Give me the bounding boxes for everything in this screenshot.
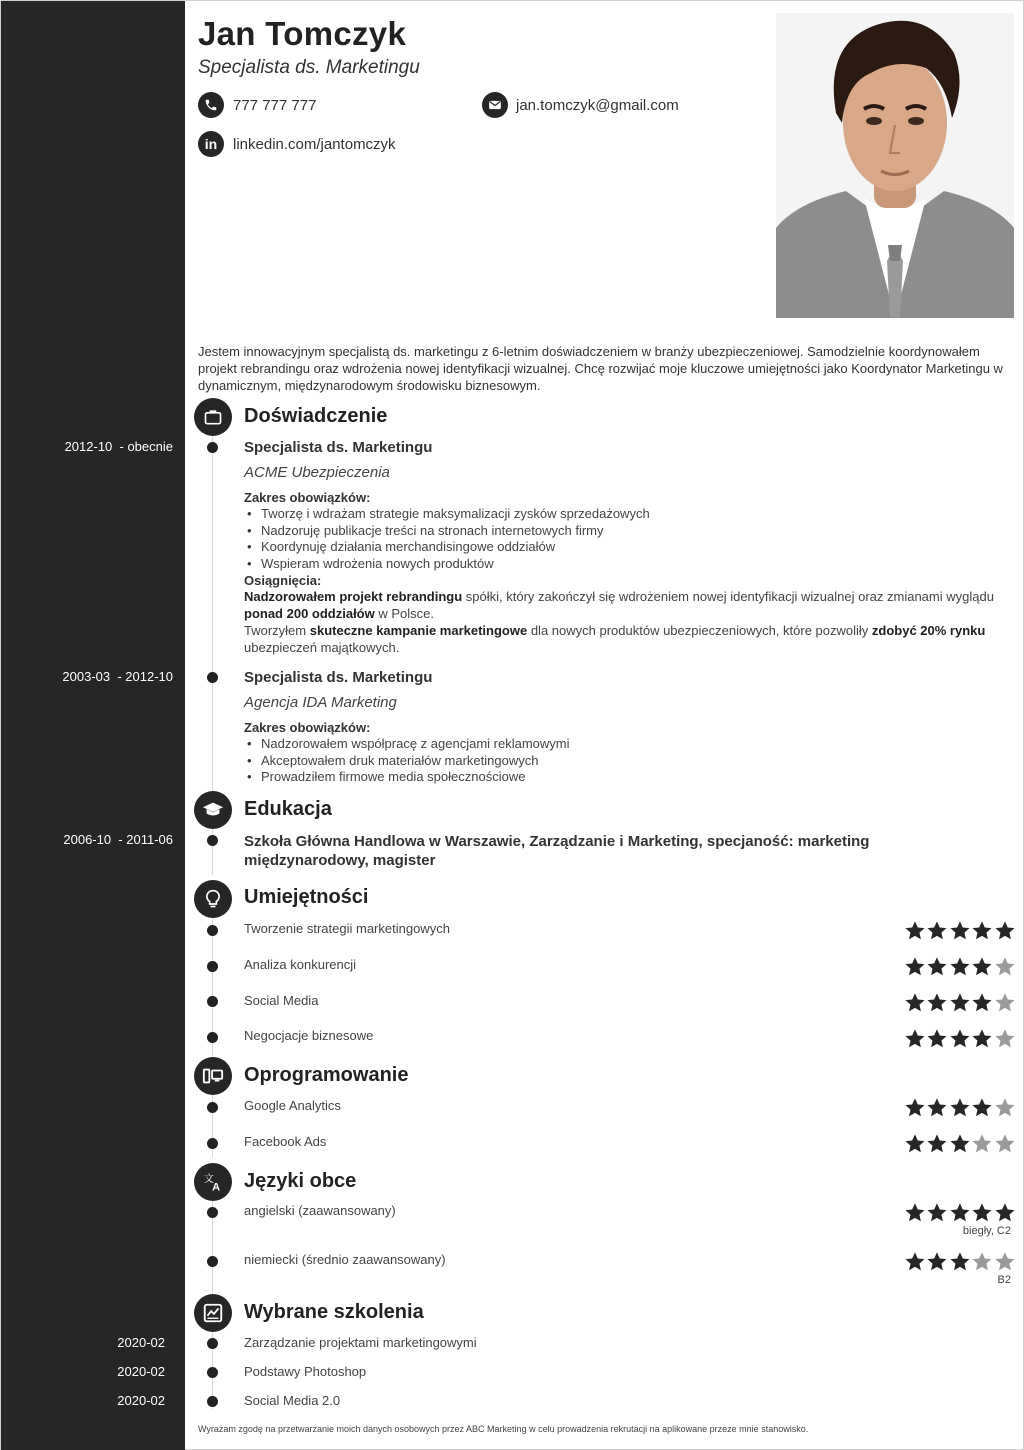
skill-3-rating [904, 992, 1016, 1014]
job-1-company: ACME Ubezpieczenia [244, 464, 390, 481]
job-1-duties-label: Zakres obowiązków: [244, 490, 371, 505]
star-filled-icon [949, 992, 971, 1014]
email-icon [482, 92, 508, 118]
star-filled-icon [926, 956, 948, 978]
star-filled-icon [904, 992, 926, 1014]
profile-summary: Jestem innowacyjnym specjalistą ds. marketingu z 6-letnim doświadczeniem w branży ubezpieczeniowej. Samodzielnie koordynowałem projekt rebrandingu oraz wdrożenia nowej identyfikacji wizualnej. Chcę rozwijać moje kluczowe umiejętności jako Koordynator Marketingu w dynamicznym, międzynarodowym środowisku biznesowym. [198, 344, 1003, 393]
job-2-duties [244, 736, 1014, 786]
language-1-name: angielski (zaawansowany) [244, 1203, 396, 1218]
star-filled-icon [904, 1202, 926, 1224]
software-1-dot [207, 1102, 218, 1113]
language-2-level: B2 [997, 1274, 1011, 1286]
job-1-achievements-label: Osiągnięcia: [244, 573, 322, 588]
star-filled-icon [904, 920, 926, 942]
skill-2-dot [207, 961, 218, 972]
star-filled-icon [949, 1251, 971, 1273]
star-empty-icon [994, 1251, 1016, 1273]
star-filled-icon [926, 1202, 948, 1224]
star-filled-icon [971, 992, 993, 1014]
skill-2-rating [904, 956, 1016, 978]
star-filled-icon [904, 1097, 926, 1119]
list-item: • Tworzę i wdrażam strategie maksymalizacji zysków sprzedażowych [244, 506, 1014, 523]
job-1-dot [207, 442, 218, 453]
star-filled-icon [926, 920, 948, 942]
training-3-name: Social Media 2.0 [244, 1393, 341, 1408]
skill-4-name: Negocjacje biznesowe [244, 1028, 374, 1043]
language-2-name: niemiecki (średnio zaawansowany) [244, 1252, 446, 1267]
software-1-rating [904, 1097, 1016, 1119]
star-filled-icon [949, 1202, 971, 1224]
star-filled-icon [949, 1133, 971, 1155]
star-filled-icon [926, 1133, 948, 1155]
star-filled-icon [971, 956, 993, 978]
star-empty-icon [971, 1251, 993, 1273]
job-2-duties-label: Zakres obowiązków: [244, 720, 371, 735]
training-2-name: Podstawy Photoshop [244, 1364, 367, 1379]
star-empty-icon [994, 992, 1016, 1014]
language-1-dot [207, 1207, 218, 1218]
star-filled-icon [949, 956, 971, 978]
job-1-achievement-1: Nadzorowałem projekt rebrandingu spółki, który zakończył się wdrożeniem nowej identyfikacji wizualnej oraz zmianami wyglądu ponad 200 oddziałów w Polsce. [244, 589, 994, 621]
training-2-dot [207, 1367, 218, 1378]
experience-heading: Doświadczenie [244, 405, 388, 427]
certificate-icon [194, 1294, 232, 1332]
language-1-level: biegły, C2 [962, 1225, 1011, 1237]
training-2-date: 2020-02 [117, 1364, 165, 1379]
job-2-company: Agencja IDA Marketing [244, 694, 397, 711]
star-filled-icon [994, 1202, 1016, 1224]
list-item: • Koordynuję działania merchandisingowe oddziałów [244, 539, 1014, 556]
svg-text:A: A [212, 1181, 221, 1193]
star-filled-icon [926, 1028, 948, 1050]
translate-icon [194, 1163, 232, 1201]
job-1-achievement-2: Tworzyłem skuteczne kampanie marketingowe dla nowych produktów ubezpieczeniowych, które pozwoliły zdobyć 20% rynku ubezpieczeń majątkowych. [244, 623, 986, 655]
star-filled-icon [926, 992, 948, 1014]
star-filled-icon [949, 1028, 971, 1050]
phone-icon [198, 92, 224, 118]
star-empty-icon [994, 1133, 1016, 1155]
list-item: • Prowadziłem firmowe media społecznościowe [244, 769, 1014, 786]
education-entry: Szkoła Główna Handlowa w Warszawie, Zarządzanie i Marketing, specjaność: marketing międzynarodowy, magister [244, 833, 870, 869]
email-address[interactable]: jan.tomczyk@gmail.com [516, 97, 679, 114]
job-2-dates: 2003-03 - 2012-10 [62, 669, 173, 684]
skill-1-name: Tworzenie strategii marketingowych [244, 921, 450, 936]
star-filled-icon [904, 1028, 926, 1050]
education-dates: 2006-10 - 2011-06 [63, 832, 173, 847]
skill-3-dot [207, 996, 218, 1007]
training-3-date: 2020-02 [117, 1393, 165, 1408]
trainings-heading: Wybrane szkolenia [244, 1301, 424, 1323]
candidate-role: Specjalista ds. Marketingu [198, 57, 420, 78]
gdpr-consent: Wyrażam zgodę na przetwarzanie moich danych osobowych przez ABC Marketing w celu prowadzenia rekrutacji na aplikowane przeze mnie stanowisko. [198, 1424, 809, 1434]
star-empty-icon [994, 1097, 1016, 1119]
star-filled-icon [926, 1097, 948, 1119]
languages-heading: Języki obce [244, 1170, 357, 1192]
list-item: • Nadzoruję publikacje treści na stronach internetowych firmy [244, 523, 1014, 540]
software-2-rating [904, 1133, 1016, 1155]
software-2-name: Facebook Ads [244, 1134, 327, 1149]
training-1-date: 2020-02 [117, 1335, 165, 1350]
star-filled-icon [904, 956, 926, 978]
left-sidebar [1, 1, 185, 1450]
job-2-title: Specjalista ds. Marketingu [244, 669, 433, 686]
timeline-experience [212, 433, 213, 793]
star-filled-icon [971, 920, 993, 942]
graduation-cap-icon [194, 791, 232, 829]
training-1-dot [207, 1338, 218, 1349]
job-1-dates: 2012-10 - obecnie [64, 439, 173, 454]
star-filled-icon [949, 920, 971, 942]
language-2-dot [207, 1256, 218, 1267]
star-filled-icon [971, 1097, 993, 1119]
star-empty-icon [994, 1028, 1016, 1050]
skill-1-dot [207, 925, 218, 936]
education-dot [207, 835, 218, 846]
star-empty-icon [994, 956, 1016, 978]
skill-2-name: Analiza konkurencji [244, 957, 357, 972]
software-heading: Oprogramowanie [244, 1064, 409, 1086]
skill-3-name: Social Media [244, 993, 319, 1008]
training-1-name: Zarządzanie projektami marketingowymi [244, 1335, 477, 1350]
lightbulb-icon [194, 880, 232, 918]
education-heading: Edukacja [244, 798, 332, 820]
briefcase-icon [194, 398, 232, 436]
training-3-dot [207, 1396, 218, 1407]
skill-4-dot [207, 1032, 218, 1043]
profile-photo [776, 13, 1014, 318]
star-filled-icon [904, 1133, 926, 1155]
list-item: • Nadzorowałem współpracę z agencjami reklamowymi [244, 736, 1014, 753]
candidate-name: Jan Tomczyk [198, 15, 407, 52]
star-filled-icon [994, 920, 1016, 942]
skills-heading: Umiejętności [244, 886, 369, 908]
phone-number: 777 777 777 [233, 97, 317, 114]
svg-text:文: 文 [203, 1174, 214, 1185]
language-1-rating [904, 1202, 1016, 1224]
star-filled-icon [971, 1202, 993, 1224]
devices-icon [194, 1057, 232, 1095]
star-filled-icon [971, 1028, 993, 1050]
linkedin-url[interactable]: linkedin.com/jantomczyk [233, 136, 396, 153]
software-2-dot [207, 1138, 218, 1149]
star-filled-icon [949, 1097, 971, 1119]
skill-1-rating [904, 920, 1016, 942]
language-2-rating [904, 1251, 1016, 1273]
list-item: • Akceptowałem druk materiałów marketingowych [244, 753, 1014, 770]
skill-4-rating [904, 1028, 1016, 1050]
star-filled-icon [926, 1251, 948, 1273]
star-filled-icon [904, 1251, 926, 1273]
job-2-dot [207, 672, 218, 683]
job-1-title: Specjalista ds. Marketingu [244, 439, 433, 456]
linkedin-icon: in [198, 131, 224, 157]
software-1-name: Google Analytics [244, 1098, 341, 1113]
list-item: • Wspieram wdrożenia nowych produktów [244, 556, 1014, 573]
star-empty-icon [971, 1133, 993, 1155]
job-1-duties [244, 506, 1014, 572]
